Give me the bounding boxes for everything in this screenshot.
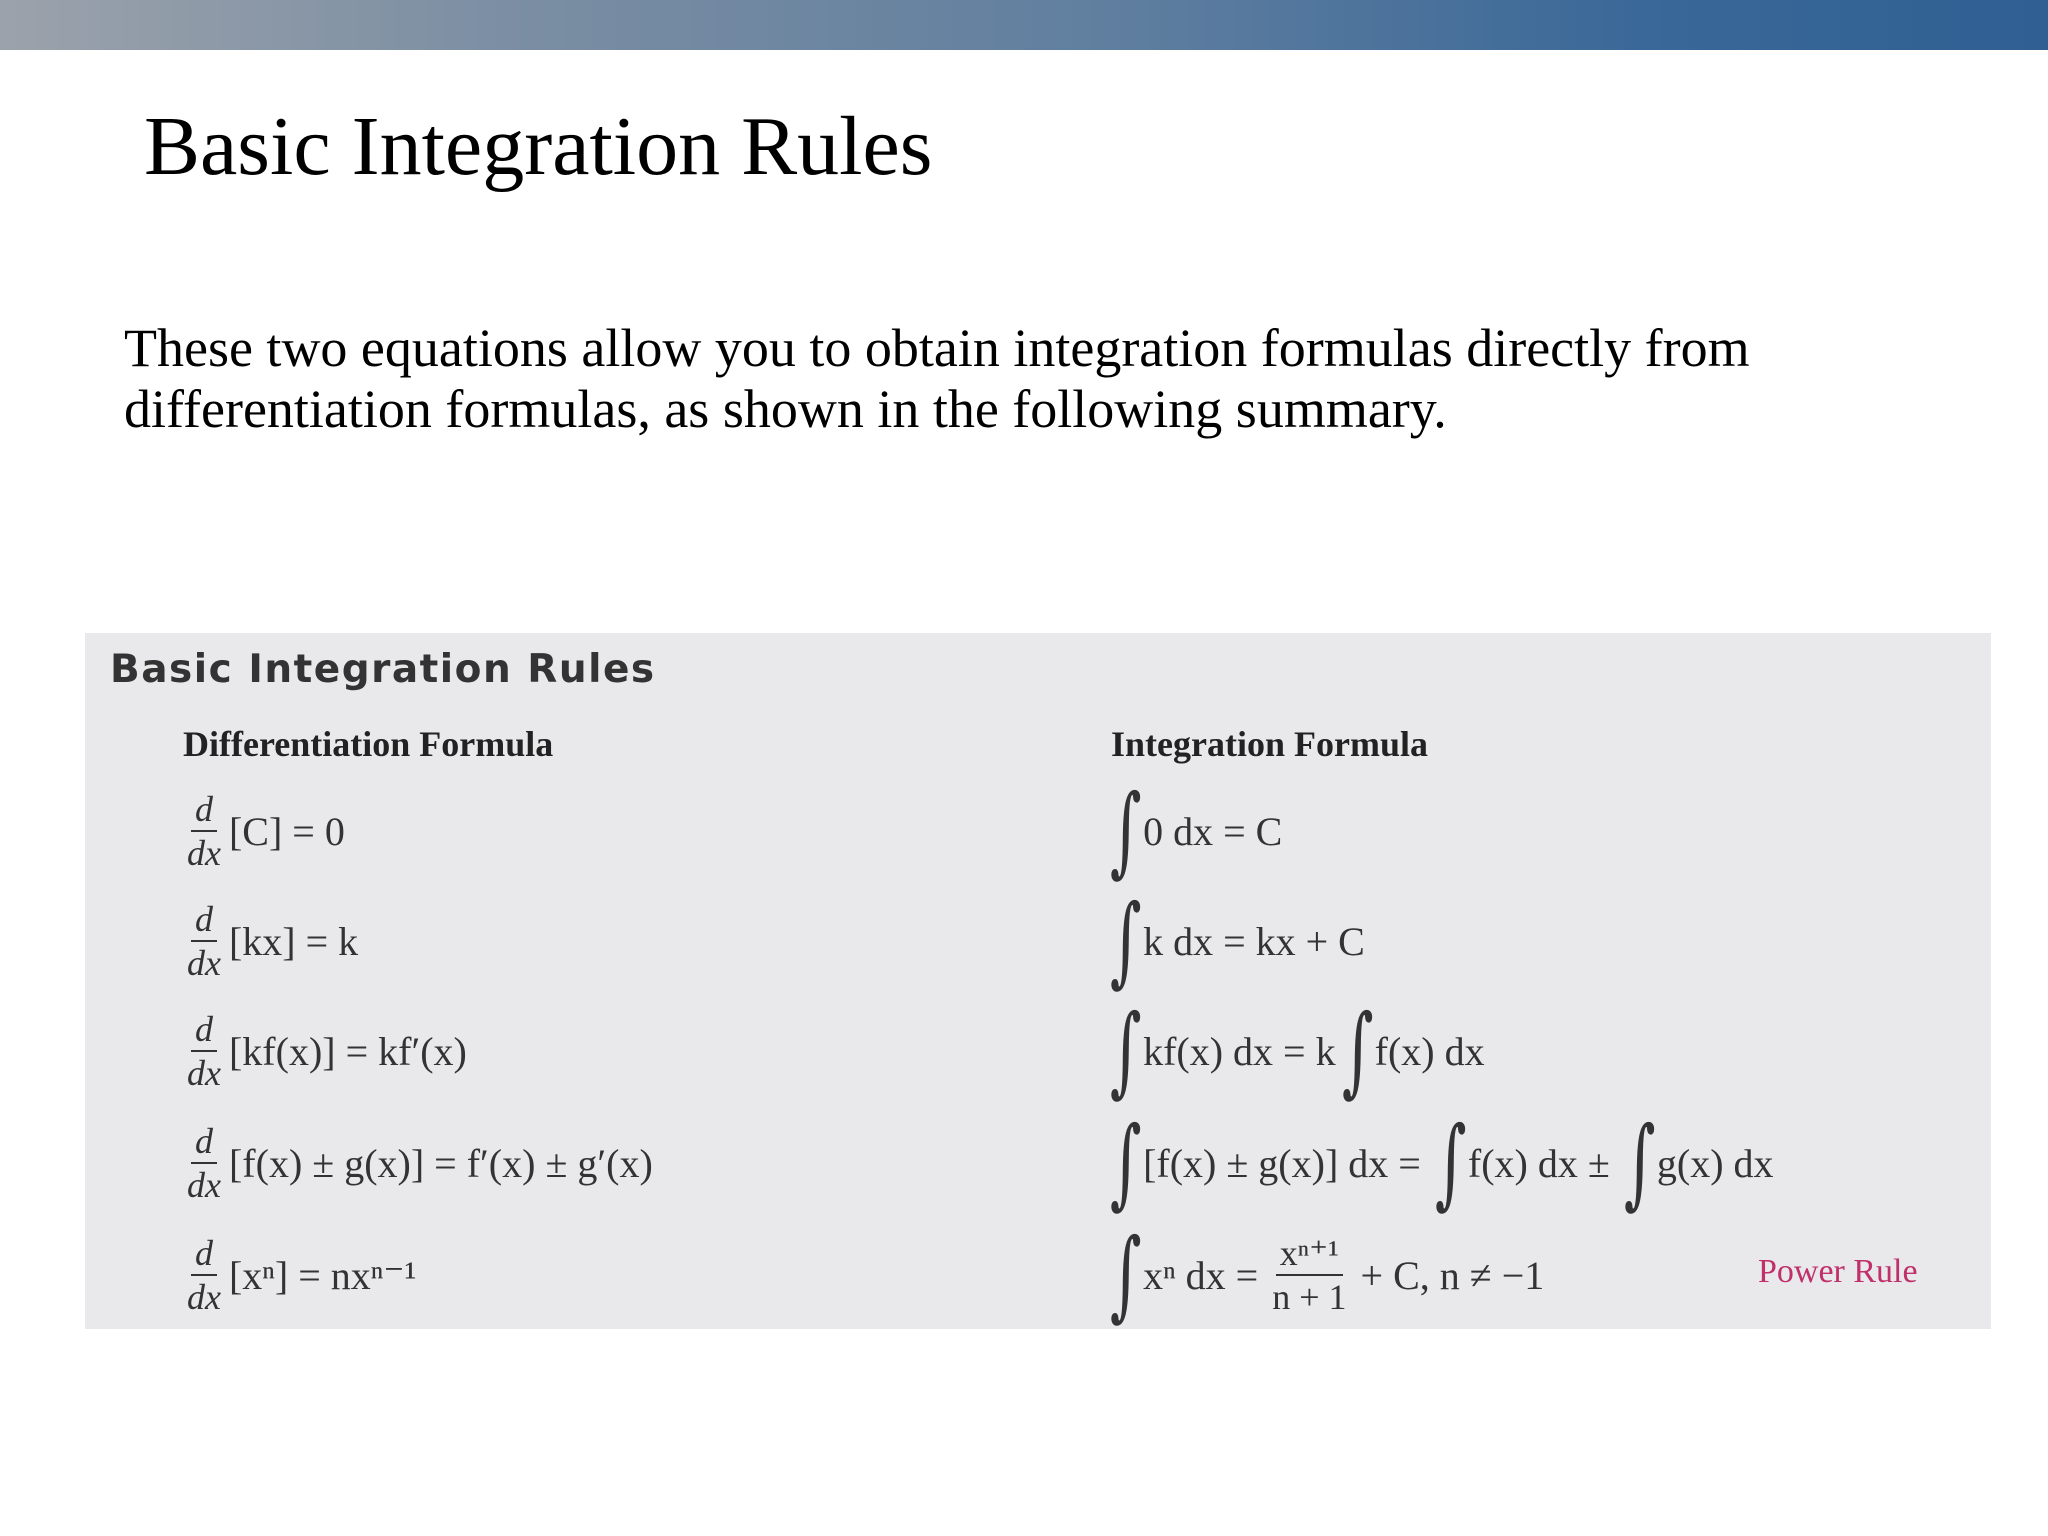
int-formula-row xyxy=(1110,994,1485,1108)
int-formula-text: [f(x) ± g(x)] dx = xyxy=(1143,1140,1421,1186)
int-formula-text: kf(x) dx = k xyxy=(1143,1028,1336,1074)
int-formula-text: f(x) dx xyxy=(1374,1028,1485,1074)
derivative-operator xyxy=(183,788,225,874)
power-rule-label: Power Rule xyxy=(1758,1253,1918,1290)
int-formula-row xyxy=(1110,774,1283,888)
derivative-numerator: d xyxy=(191,1120,217,1164)
derivative-numerator: d xyxy=(191,788,217,832)
int-formula-text: k dx = kx + C xyxy=(1143,918,1365,964)
integral-sign: ∫ xyxy=(1110,884,1142,998)
power-rule-denominator: n + 1 xyxy=(1272,1277,1347,1317)
derivative-denominator: dx xyxy=(187,943,221,983)
int-formula-text: + C, n ≠ −1 xyxy=(1360,1252,1545,1298)
integral-sign: ∫ xyxy=(1434,1106,1467,1220)
diff-formula-text: [f(x) ± g(x)] = f′(x) ± g′(x) xyxy=(228,1140,653,1186)
int-formula-row xyxy=(1110,884,1365,998)
integral-sign: ∫ xyxy=(1110,994,1142,1108)
diff-formula-row xyxy=(183,891,358,991)
int-formula-row xyxy=(1110,1106,1774,1220)
power-rule-numerator: xⁿ⁺¹ xyxy=(1276,1232,1343,1276)
integral-sign: ∫ xyxy=(1341,994,1374,1108)
diff-formula-row xyxy=(183,1001,467,1101)
diff-formula-text: [xⁿ] = nxⁿ⁻¹ xyxy=(228,1252,417,1298)
int-formula-text: xⁿ dx = xyxy=(1143,1252,1259,1298)
int-formula-text: g(x) dx xyxy=(1656,1140,1774,1186)
derivative-numerator: d xyxy=(191,1008,217,1052)
derivative-denominator: dx xyxy=(187,1165,221,1205)
integral-sign: ∫ xyxy=(1110,774,1142,888)
int-formula-text: f(x) dx ± xyxy=(1467,1140,1610,1186)
diff-formula-text: [C] = 0 xyxy=(228,808,345,854)
derivative-denominator: dx xyxy=(187,1277,221,1317)
derivative-operator xyxy=(183,898,225,984)
derivative-numerator: d xyxy=(191,898,217,942)
diff-formula-row xyxy=(183,1225,416,1325)
int-formula-text: 0 dx = C xyxy=(1143,808,1283,854)
integral-sign: ∫ xyxy=(1110,1106,1142,1220)
diff-formula-row xyxy=(183,781,345,881)
panel-title: Basic Integration Rules xyxy=(110,647,656,692)
diff-formula-text: [kx] = k xyxy=(228,918,359,964)
diff-formula-text: [kf(x)] = kf′(x) xyxy=(228,1028,467,1074)
header-gradient-bar xyxy=(0,0,2048,50)
derivative-operator xyxy=(183,1008,225,1094)
derivative-denominator: dx xyxy=(187,1053,221,1093)
derivative-operator xyxy=(183,1232,225,1318)
derivative-denominator: dx xyxy=(187,833,221,873)
intro-paragraph: These two equations allow you to obtain integration formulas directly from differentiation formulas, as shown in the following summary. xyxy=(124,318,1750,439)
rules-panel xyxy=(85,633,1991,1332)
integration-header: Integration Formula xyxy=(1111,724,1428,764)
diff-formula-row xyxy=(183,1113,653,1213)
power-rule-fraction xyxy=(1268,1232,1350,1318)
int-formula-row xyxy=(1110,1218,1545,1332)
derivative-operator xyxy=(183,1120,225,1206)
integral-sign: ∫ xyxy=(1623,1106,1656,1220)
differentiation-header: Differentiation Formula xyxy=(183,724,554,764)
derivative-numerator: d xyxy=(191,1232,217,1276)
slide-title: Basic Integration Rules xyxy=(144,100,933,193)
integral-sign: ∫ xyxy=(1110,1218,1142,1332)
